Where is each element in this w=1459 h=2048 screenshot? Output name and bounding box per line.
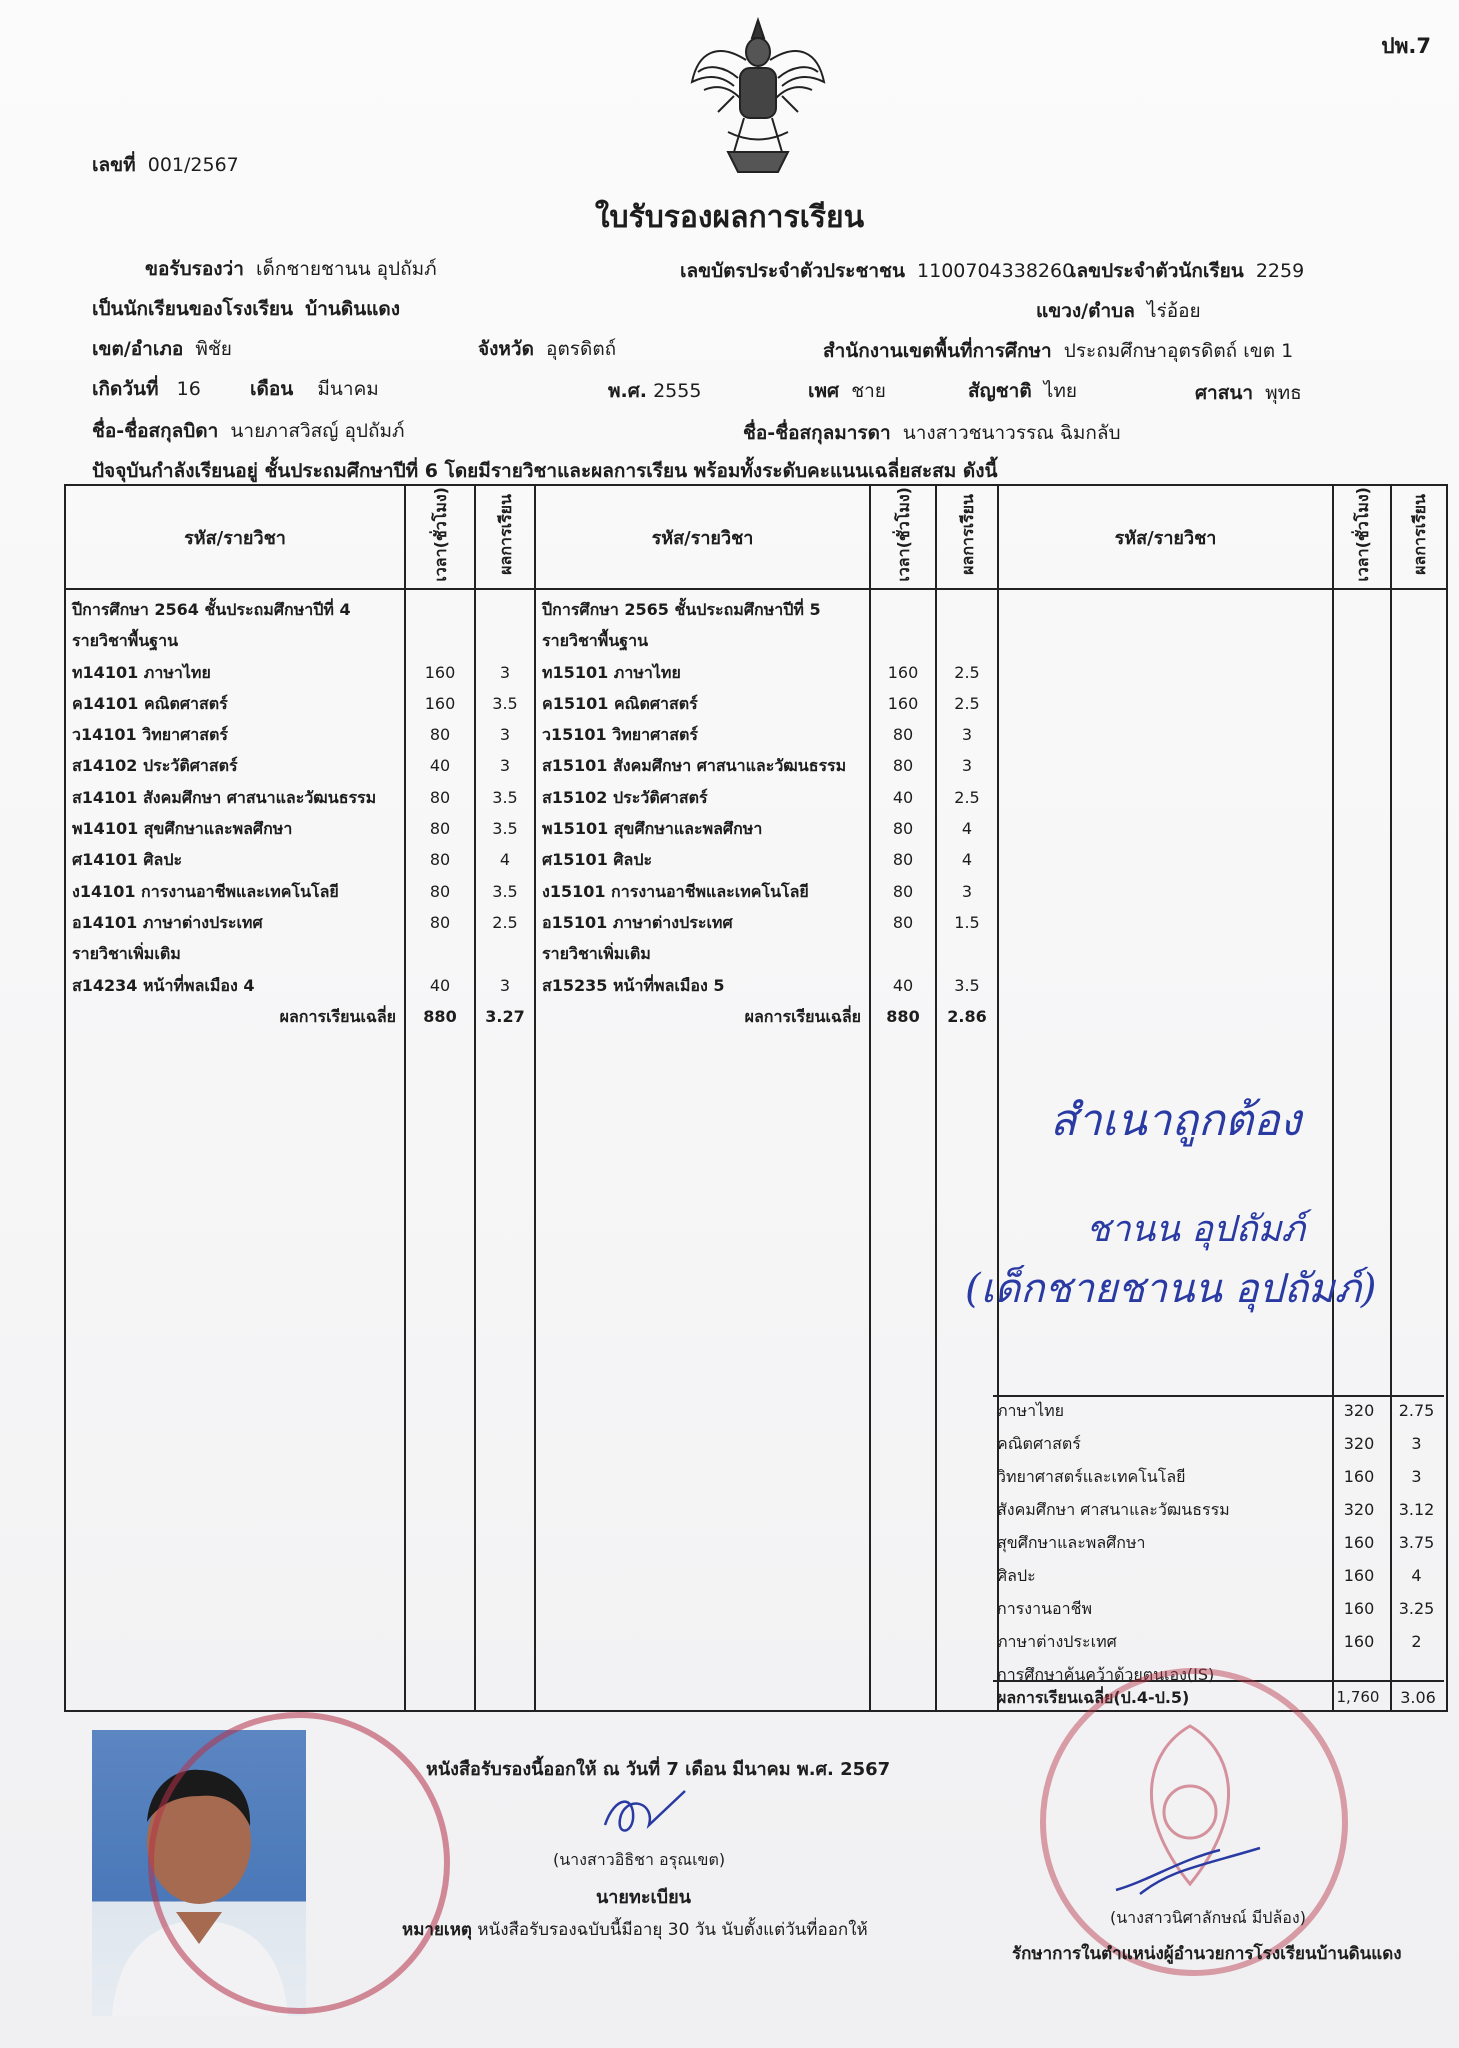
hours-cell: 160 (424, 662, 456, 682)
grade-cell: 3 (961, 725, 973, 745)
summary-total-hours: 1,760 (1336, 1688, 1380, 1706)
garuda-emblem-icon (688, 12, 828, 180)
grade-cell: 3.5 (954, 975, 980, 995)
extra-label: รายวิชาเพิ่มเติม (72, 944, 181, 964)
subject-cell: ค15101 คณิตศาสตร์ (542, 693, 698, 713)
year5-subjects (535, 589, 870, 1711)
issue-statement: หนังสือรับรองนี้ออกให้ ณ วันที่ 7 เดือน มีนาคม พ.ศ. 2567 (426, 1759, 891, 1780)
birth-day: เกิดวันที่ 16 (92, 378, 201, 400)
registrar-name: (นางสาวอิธิชา อรุณเขต) (553, 1850, 726, 1869)
year4-hours (405, 589, 475, 1711)
basic-label: รายวิชาพื้นฐาน (72, 631, 179, 651)
subject-cell: อ15101 ภาษาต่างประเทศ (542, 912, 733, 932)
form-code: ปพ.7 (1381, 34, 1431, 58)
hours-cell: 80 (892, 912, 914, 932)
average-grade: 2.86 (947, 1006, 987, 1026)
subject-cell: ส15102 ประวัติศาสตร์ (542, 787, 708, 807)
hours-cell: 40 (892, 975, 914, 995)
grade-cell: 4 (499, 850, 511, 870)
col-grade-header: ผลการเรียน (1409, 494, 1429, 575)
grade-cell: 3.5 (492, 693, 518, 713)
citizen-id: เลขบัตรประจำตัวประชาชน 1100704338260 (680, 260, 1075, 282)
table-header-row (65, 485, 1447, 589)
grade-cell: 3.5 (492, 787, 518, 807)
hours-cell: 40 (429, 756, 451, 776)
director-title: รักษาการในตำแหน่งผู้อำนวยการโรงเรียนบ้านดินแดง (1012, 1944, 1402, 1964)
religion: ศาสนา พุทธ (1195, 382, 1302, 404)
document-number: เลขที่ 001/2567 (92, 154, 239, 176)
sex: เพศ ชาย (808, 380, 886, 402)
mother-name: ชื่อ-ชื่อสกุลมารดา นางสาวชนาวรรณ ฉิมกลับ (743, 422, 1121, 444)
col-subject-header: รหัส/รายวิชา (535, 485, 870, 589)
nationality: สัญชาติ ไทย (968, 380, 1078, 402)
col-hours-header: เวลา(ชั่วโมง) (1352, 487, 1372, 582)
average-label: ผลการเรียนเฉลี่ย (279, 1006, 396, 1026)
school-name: เป็นนักเรียนของโรงเรียน บ้านดินแดง (92, 298, 401, 320)
hours-cell: 80 (429, 881, 451, 901)
hours-cell: 80 (429, 787, 451, 807)
subject-cell: ท14101 ภาษาไทย (72, 662, 211, 682)
subject-cell: ส14102 ประวัติศาสตร์ (72, 756, 238, 776)
province: จังหวัด อุตรดิตถ์ (478, 338, 617, 360)
subject-cell: ส14101 สังคมศึกษา ศาสนาและวัฒนธรรม (72, 787, 377, 807)
grade-cell: 2.5 (954, 662, 980, 682)
col-grade-header: ผลการเรียน (495, 494, 515, 575)
subdistrict: แขวง/ตำบล ไร่อ้อย (1036, 300, 1201, 322)
hours-cell: 160 (887, 662, 919, 682)
col-hours-header: เวลา(ชั่วโมง) (430, 487, 450, 582)
father-name: ชื่อ-ชื่อสกุลบิดา นายภาสวิสญ์ อุปถัมภ์ (92, 420, 405, 442)
grade-cell: 1.5 (954, 912, 980, 932)
average-grade: 3.27 (485, 1006, 525, 1026)
hours-cell: 80 (429, 819, 451, 839)
hours-cell: 40 (892, 787, 914, 807)
subject-cell: ว14101 วิทยาศาสตร์ (72, 725, 228, 745)
education-area: สำนักงานเขตพื้นที่การศึกษา ประถมศึกษาอุตรดิตถ์ เขต 1 (823, 340, 1294, 362)
col-grade-header: ผลการเรียน (957, 494, 977, 575)
hours-cell: 80 (429, 850, 451, 870)
subject-cell: พ15101 สุขศึกษาและพลศึกษา (542, 819, 763, 839)
subject-cell: พ14101 สุขศึกษาและพลศึกษา (72, 819, 293, 839)
year5-hours (870, 589, 936, 1711)
handwritten-certified-copy: สำเนาถูกต้อง (1050, 1095, 1302, 1146)
page-title: ใบรับรองผลการเรียน (594, 200, 865, 235)
grade-cell: 2.5 (954, 693, 980, 713)
handwritten-signature: ชานน อุปถัมภ์ (1086, 1209, 1306, 1250)
subject-cell: ส15101 สังคมศึกษา ศาสนาและวัฒนธรรม (542, 756, 847, 776)
hours-cell: 160 (887, 693, 919, 713)
hours-cell: 80 (429, 725, 451, 745)
subject-cell: ท15101 ภาษาไทย (542, 662, 681, 682)
director-name: (นางสาวนิศาลักษณ์ มีปล้อง) (1110, 1908, 1306, 1927)
subject-cell: ส14234 หน้าที่พลเมือง 4 (72, 975, 255, 995)
basic-label: รายวิชาพื้นฐาน (542, 631, 649, 651)
grade-cell: 4 (961, 850, 973, 870)
subject-cell: ศ14101 ศิลปะ (72, 850, 183, 870)
table-row: ศิลปะ 160 4 (997, 1566, 1422, 1585)
extra-label: รายวิชาเพิ่มเติม (542, 944, 651, 964)
table-row: การศึกษาค้นคว้าด้วยตนเอง(IS) (997, 1665, 1215, 1684)
grade-cell: 3 (961, 756, 973, 776)
district: เขต/อำเภอ พิชัย (92, 338, 232, 360)
table-row: ภาษาต่างประเทศ 160 2 (997, 1632, 1422, 1651)
hours-cell: 80 (892, 756, 914, 776)
grade-cell: 3 (499, 975, 511, 995)
average-label: ผลการเรียนเฉลี่ย (744, 1006, 861, 1026)
year-heading: ปีการศึกษา 2564 ชั้นประถมศึกษาปีที่ 4 (72, 600, 351, 619)
table-row: สุขศึกษาและพลศึกษา 160 3.75 (997, 1533, 1435, 1552)
table-row: วิทยาศาสตร์และเทคโนโลยี 160 3 (997, 1467, 1422, 1486)
school-stamp-left (148, 1712, 450, 2014)
table-row: การงานอาชีพ 160 3.25 (997, 1599, 1435, 1618)
year4-subjects (65, 589, 405, 1711)
student-number: เลขประจำตัวนักเรียน 2259 (1070, 260, 1305, 282)
handwritten-name: (เด็กชายชานน อุปถัมภ์) (965, 1266, 1377, 1312)
subject-cell: ว15101 วิทยาศาสตร์ (542, 725, 698, 745)
grade-cell: 2.5 (492, 912, 518, 932)
col-subject-header: รหัส/รายวิชา (65, 485, 405, 589)
subject-cell: ค14101 คณิตศาสตร์ (72, 693, 228, 713)
grade-cell: 3.5 (492, 881, 518, 901)
col-subject-header: รหัส/รายวิชา (998, 485, 1333, 589)
hours-cell: 80 (429, 912, 451, 932)
grade-cell: 3 (499, 725, 511, 745)
subject-cell: ง14101 การงานอาชีพและเทคโนโลยี (72, 881, 339, 901)
hours-cell: 80 (892, 819, 914, 839)
validity-note: หมายเหตุ หนังสือรับรองฉบับนี้มีอายุ 30 วัน นับตั้งแต่วันที่ออกให้ (402, 1920, 868, 1940)
hours-cell: 80 (892, 850, 914, 870)
subject-cell: อ14101 ภาษาต่างประเทศ (72, 912, 263, 932)
table-row: ภาษาไทย 320 2.75 (997, 1401, 1435, 1420)
grade-cell: 3 (499, 756, 511, 776)
summary-table (993, 1394, 1445, 1691)
birth-month: เดือน มีนาคม (250, 378, 379, 400)
grade-cell: 3 (499, 662, 511, 682)
registrar-signature-icon (595, 1785, 695, 1845)
grade-cell: 3 (961, 881, 973, 901)
grade-cell: 2.5 (954, 787, 980, 807)
average-hours: 880 (886, 1006, 920, 1026)
year-heading: ปีการศึกษา 2565 ชั้นประถมศึกษาปีที่ 5 (542, 600, 821, 619)
summary-total-label: ผลการเรียนเฉลี่ย(ป.4-ป.5) (997, 1688, 1190, 1707)
hours-cell: 80 (892, 725, 914, 745)
hours-cell: 160 (424, 693, 456, 713)
subject-cell: ศ15101 ศิลปะ (542, 850, 653, 870)
table-row: สังคมศึกษา ศาสนาและวัฒนธรรม 320 3.12 (997, 1500, 1435, 1519)
registrar-title: นายทะเบียน (596, 1887, 691, 1908)
subject-cell: ส15235 หน้าที่พลเมือง 5 (542, 975, 725, 995)
birth-year: พ.ศ. 2555 (608, 380, 702, 402)
status-line: ปัจจุบันกำลังเรียนอยู่ ชั้นประถมศึกษาปีที่ 6 โดยมีรายวิชาและผลการเรียน พร้อมทั้งระดับคะแนนเฉลี่ยสะสม ดังนี้ (92, 460, 998, 482)
hours-cell: 40 (429, 975, 451, 995)
table-row: คณิตศาสตร์ 320 3 (997, 1434, 1422, 1453)
hours-cell: 80 (892, 881, 914, 901)
certify-name: ขอรับรองว่า เด็กชายชานน อุปถัมภ์ (145, 258, 437, 280)
col-hours-header: เวลา(ชั่วโมง) (893, 487, 913, 582)
year5-grades (936, 589, 998, 1711)
grade-cell: 3.5 (492, 819, 518, 839)
director-signature-icon (1110, 1840, 1270, 1900)
year4-grades (475, 589, 535, 1711)
subject-cell: ง15101 การงานอาชีพและเทคโนโลยี (542, 881, 809, 901)
grade-cell: 4 (961, 819, 973, 839)
summary-total-grade: 3.06 (1400, 1688, 1436, 1707)
average-hours: 880 (423, 1006, 457, 1026)
